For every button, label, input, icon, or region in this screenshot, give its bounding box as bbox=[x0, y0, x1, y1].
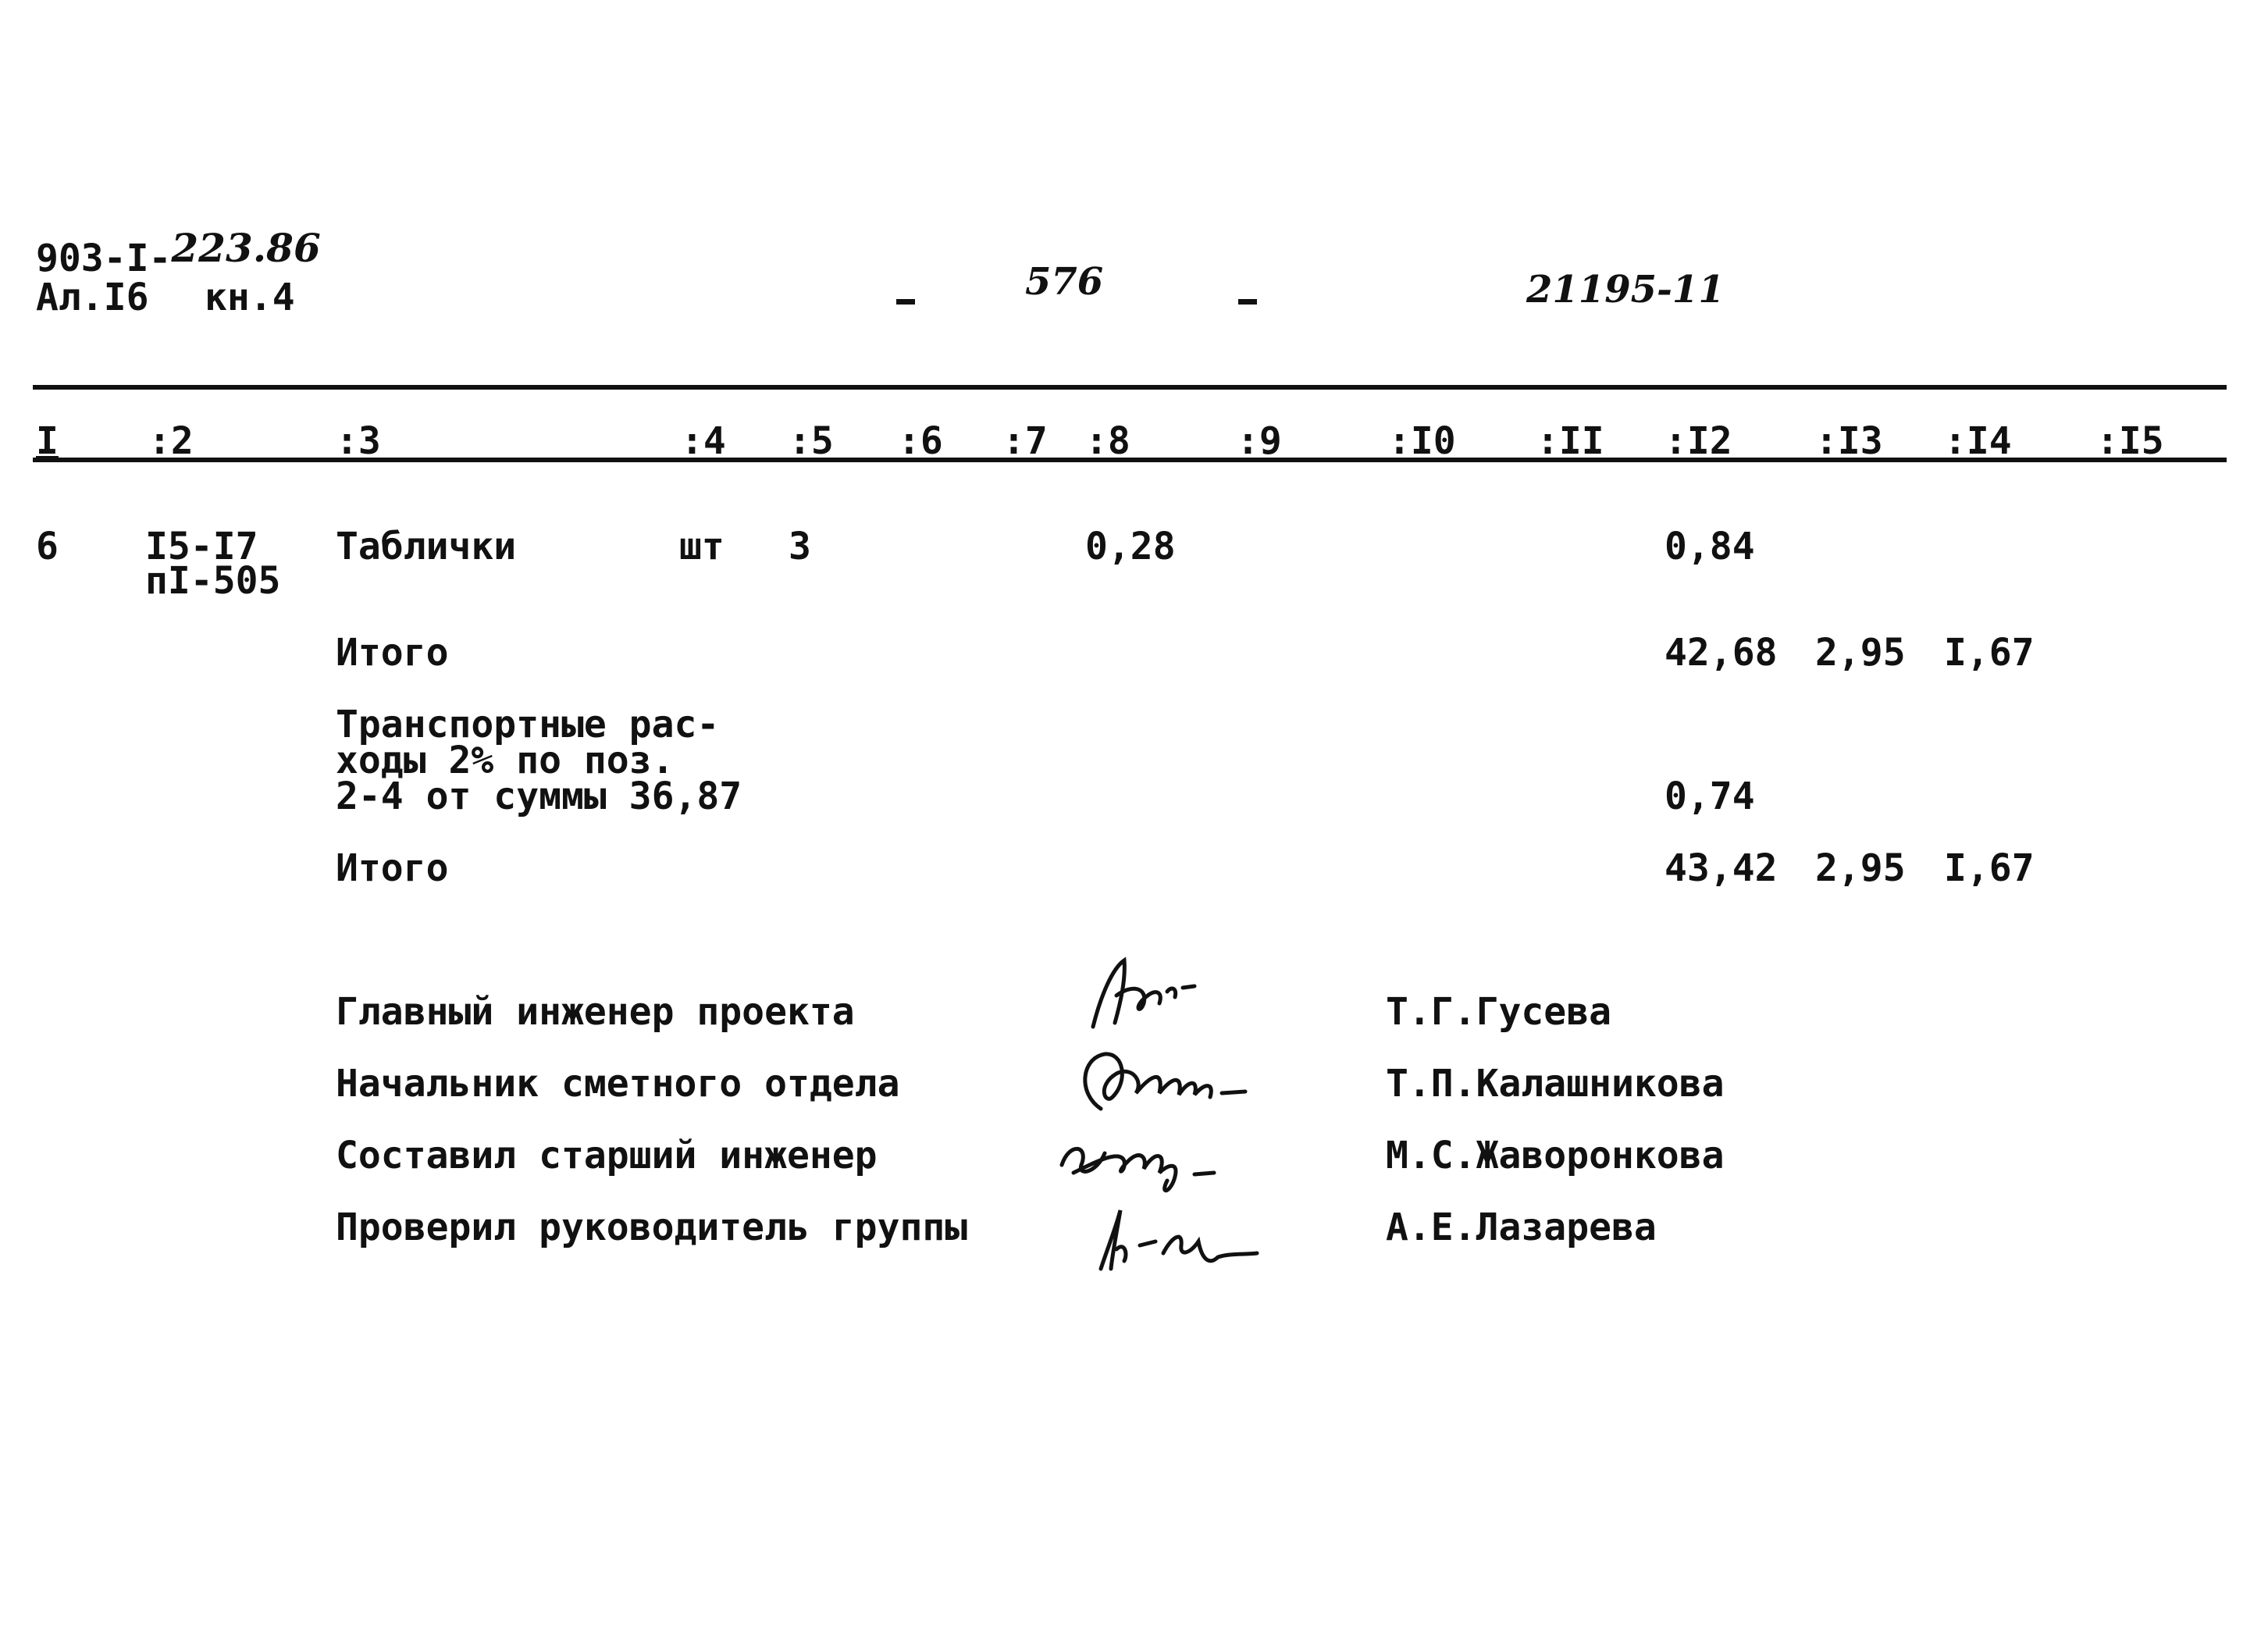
row-6-qty: 3 bbox=[789, 525, 811, 568]
signature-scribble-2 bbox=[1070, 1038, 1265, 1127]
column-header-2: :2 bbox=[148, 419, 194, 463]
album-label: Ал.I6 bbox=[36, 276, 149, 319]
signature-name-1: Т.Г.Гусева bbox=[1386, 990, 1611, 1034]
column-header-15: :I5 bbox=[2096, 419, 2164, 463]
doc-code-handwritten: 223.86 bbox=[171, 225, 321, 271]
subtotal-2-col14: I,67 bbox=[1944, 846, 2035, 890]
column-header-6: :6 bbox=[898, 419, 943, 463]
signature-role-1: Главный инженер проекта bbox=[336, 990, 855, 1034]
column-header-10: :I0 bbox=[1388, 419, 1456, 463]
table-top-rule bbox=[33, 385, 2227, 390]
page-number: 576 bbox=[1025, 260, 1104, 304]
column-header-1: I bbox=[36, 419, 59, 463]
subtotal-1-col12: 42,68 bbox=[1665, 631, 1778, 675]
transport-line1: Транспортные рас- bbox=[336, 703, 720, 746]
row-6-name: Таблички bbox=[336, 525, 517, 568]
subtotal-1-col14: I,67 bbox=[1944, 631, 2035, 675]
signature-role-2: Начальник сметного отдела bbox=[336, 1062, 900, 1106]
column-header-5: :5 bbox=[789, 419, 834, 463]
signature-scribble-1 bbox=[1077, 949, 1218, 1045]
column-header-14: :I4 bbox=[1944, 419, 2012, 463]
transport-col12: 0,74 bbox=[1665, 775, 1755, 818]
doc-code bbox=[36, 225, 321, 280]
subtotal-1-label: Итого bbox=[336, 631, 449, 675]
doc-code-printed: 903-I- bbox=[36, 237, 172, 280]
column-header-8: :8 bbox=[1085, 419, 1130, 463]
row-6-code-line2: пI-505 bbox=[145, 559, 281, 603]
subtotal-2-label: Итого bbox=[336, 846, 449, 890]
header-dash-right bbox=[1238, 299, 1257, 305]
archive-number: 21195-11 bbox=[1526, 268, 1725, 312]
signature-role-4: Проверил руководитель группы bbox=[336, 1206, 968, 1249]
signature-name-4: А.Е.Лазарева bbox=[1386, 1206, 1657, 1249]
book-label: кн.4 bbox=[205, 276, 295, 319]
signature-scribble-3 bbox=[1050, 1118, 1230, 1207]
transport-line2: ходы 2% по поз. bbox=[336, 739, 675, 782]
signature-name-2: Т.П.Калашникова bbox=[1386, 1062, 1725, 1106]
subtotal-2-col13: 2,95 bbox=[1815, 846, 1906, 890]
column-header-12: :I2 bbox=[1665, 419, 1732, 463]
row-6-code-line1: I5-I7 bbox=[145, 525, 258, 568]
column-header-9: :9 bbox=[1237, 419, 1282, 463]
column-header-11: :II bbox=[1536, 419, 1604, 463]
column-header-3: :3 bbox=[336, 419, 381, 463]
signature-role-3: Составил старший инженер bbox=[336, 1134, 878, 1177]
row-6-unit: шт bbox=[679, 525, 725, 568]
row-6-total: 0,84 bbox=[1665, 525, 1755, 568]
transport-line3: 2-4 от суммы 36,87 bbox=[336, 775, 742, 818]
row-6-number: 6 bbox=[36, 525, 59, 568]
column-header-7: :7 bbox=[1002, 419, 1048, 463]
header-dash-left bbox=[896, 299, 915, 305]
subtotal-2-col12: 43,42 bbox=[1665, 846, 1778, 890]
column-header-4: :4 bbox=[681, 419, 726, 463]
subtotal-1-col13: 2,95 bbox=[1815, 631, 1906, 675]
signature-scribble-4 bbox=[1081, 1199, 1269, 1280]
signature-name-3: М.С.Жаворонкова bbox=[1386, 1134, 1725, 1177]
column-header-13: :I3 bbox=[1815, 419, 1883, 463]
row-6-price: 0,28 bbox=[1085, 525, 1176, 568]
